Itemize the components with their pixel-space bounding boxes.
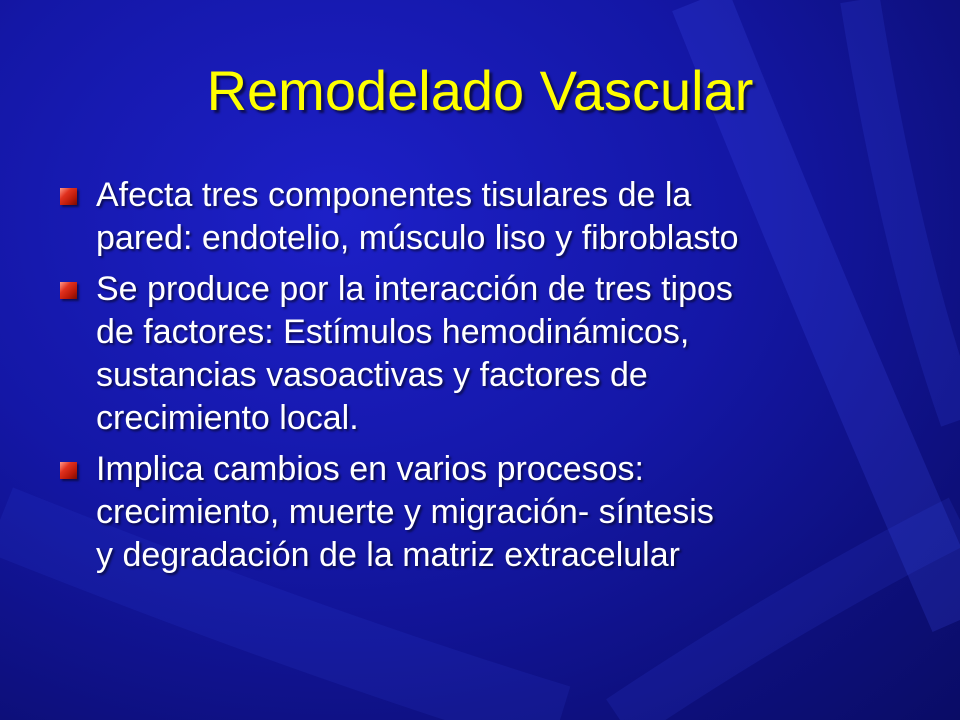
bullet-line: de factores: Estímulos hemodinámicos, [96,313,690,351]
slide-title: Remodelado Vascular [206,59,754,122]
bullet-line: sustancias vasoactivas y factores de [96,356,648,394]
bullet-line: crecimiento, muerte y migración- síntesis [96,493,714,531]
bullet-line: pared: endotelio, músculo liso y fibroblasto [96,219,739,257]
red-square-bullet-icon [60,462,77,479]
red-square-bullet-icon [60,188,77,205]
bullet-line: crecimiento local. [96,399,359,437]
bullet-list [60,174,920,585]
bullet-line: y degradación de la matriz extracelular [96,536,680,574]
bullet-item [60,448,920,577]
bullet-line: Implica cambios en varios procesos: [96,450,645,488]
bullet-line: Se produce por la interacción de tres tipos [96,270,733,308]
bullet-item [60,174,920,260]
bullet-line: Afecta tres componentes tisulares de la [96,176,692,214]
red-square-bullet-icon [60,282,77,299]
bullet-item [60,268,920,440]
